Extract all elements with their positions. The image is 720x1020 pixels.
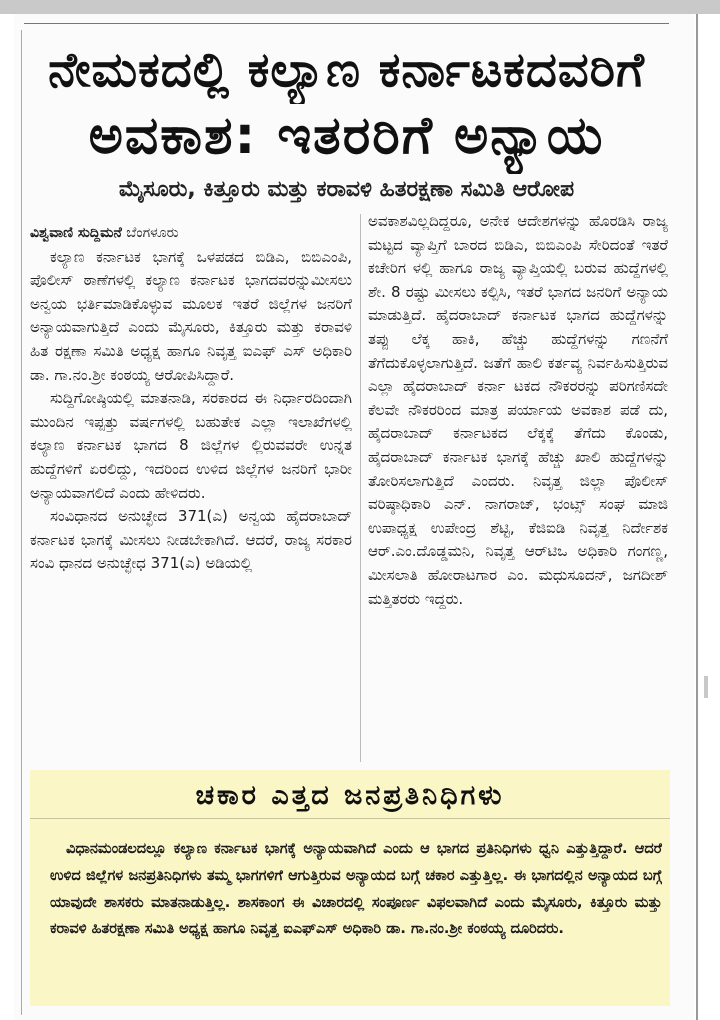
paragraph: ಸುದ್ದಿಗೋಷ್ಠಿಯಲ್ಲಿ ಮಾತನಾಡಿ, ಸರಕಾರದ ಈ ನಿರ್ಧಾರದಿಂದಾಗಿ ಮುಂದಿನ ಇಪ್ಪತ್ತು ವರ್ಷಗಳಲ್ಲಿ ಬಹುತೇಕ ಎಲ್ಲಾ ಇಲಾಖೆಗಳಲ್ಲಿ ಕಲ್ಯಾಣ ಕರ್ನಾಟಕ ಭಾಗದ 8 ಜಿಲ್ಲೆಗಳ ಲ್ಲಿರುವವರೇ ಉನ್ನತ ಹುದ್ದೆಗಳಿಗೆ ಏರಲಿದ್ದು, ಇದರಿಂದ ಉಳಿದ ಜಿಲ್ಲೆಗಳ ಜನರಿಗೆ ಭಾರೀ ಅನ್ಯಾಯವಾಗಲಿದೆ ಎಂದು ಹೇಳಿದರು. — [30, 389, 352, 502]
sidebar-box-title: ಚಕಾರ ಎತ್ತದ ಜನಪ್ರತಿನಿಧಿಗಳು — [195, 780, 505, 811]
byline-place: ಬೆಂಗಳೂರು — [126, 225, 179, 241]
headline-line-1: ನೇಮಕದಲ್ಲಿ ಕಲ್ಯಾಣ ಕರ್ನಾಟಕದವರಿಗೆ — [48, 46, 645, 98]
sidebar-box-rule — [30, 818, 670, 819]
top-grey-bar — [0, 0, 720, 14]
paragraph: ಅವಕಾಶವಿಲ್ಲದಿದ್ದರೂ, ಅನೇಕ ಆದೇಶಗಳನ್ನು ಹೊರಡಿಸಿ ರಾಜ್ಯ ಮಟ್ಟದ ವ್ಯಾಪ್ತಿಗೆ ಬಾರದ ಬಿಡಿಎ, ಬಿಬಿಎಂಪಿ ಸೇರಿದಂತೆ ಇತರೆ ಕಚೇರಿಗ ಳಲ್ಲಿ ಹಾಗೂ ರಾಜ್ಯ ವ್ಯಾಪ್ತಿಯಲ್ಲಿ ಬರುವ ಹುದ್ದೆಗಳಲ್ಲಿ ಶೇ. 8 ರಷ್ಟು ಮೀಸಲು ಕಲ್ಪಿಸಿ, ಇತರೆ ಭಾಗದ ಜನರಿಗೆ ಅನ್ಯಾಯ ಮಾಡುತ್ತಿದೆ. ಹೈದರಾಬಾದ್ ಕರ್ನಾಟಕ ಭಾಗದ ಹುದ್ದೆಗಳನ್ನು ತಪ್ಪು ಲೆಕ್ಕ ಹಾಕಿ, ಹೆಚ್ಚು ಹುದ್ದೆಗಳನ್ನು ಗಣನೆಗೆ ತೆಗೆದುಕೊಳ್ಳಲಾಗುತ್ತಿದೆ. ಜತೆಗೆ ಹಾಲಿ ಕರ್ತವ್ಯ ನಿರ್ವಹಿಸುತ್ತಿರುವ ಎಲ್ಲಾ ಹೈದರಾಬಾದ್ ಕರ್ನಾ ಟಕದ ನೌಕರರನ್ನು ಪರಿಗಣಿಸದೇ ಕೆಲವೇ ನೌಕರರಿಂದ ಮಾತ್ರ ಪರ್ಯಾಯ ಅವಕಾಶ ಪಡೆ ದು, ಹೈದರಾಬಾದ್ ಕರ್ನಾಟಕದ ಲೆಕ್ಕಕ್ಕೆ ತೆಗೆದು ಕೊಂಡು, ಹೈದರಾಬಾದ್ ಕರ್ನಾಟಕ ಭಾಗಕ್ಕೆ ಹೆಚ್ಚು ಖಾಲಿ ಹುದ್ದೆಗಳನ್ನು ತೋರಿಸಲಾಗುತ್ತಿದೆ ಎಂದರು. ನಿವೃತ್ತ ಜಿಲ್ಲಾ ಪೊಲೀಸ್ ವರಿಷ್ಠಾಧಿಕಾರಿ ಎನ್. ನಾಗರಾಜ್, ಭಂಟ್ಸ್ ಸಂಘ ಮಾಜಿ ಉಪಾಧ್ಯಕ್ಷ ಉಪೇಂದ್ರ ಶೆಟ್ಟಿ, ಕೆಜಿಐಡಿ ನಿವೃತ್ತ ನಿರ್ದೇಶಕ ಆರ್.ಎಂ.ದೊಡ್ಡಮನಿ, ನಿವೃತ್ತ ಆರ್‌ಟಿಒ ಅಧಿಕಾರಿ ಗಂಗಣ್ಣ, ಮೀಸಲಾತಿ ಹೋರಾಟಗಾರ ಎಂ. ಮಧುಸೂದನ್, ಜಗದೀಶ್ ಮತ್ತಿತರರು ಇದ್ದರು. — [368, 212, 668, 608]
paragraph: ಕಲ್ಯಾಣ ಕರ್ನಾಟಕ ಭಾಗಕ್ಕೆ ಒಳಪಡದ ಬಿಡಿಎ, ಬಿಬಿಎಂಪಿ, ಪೊಲೀಸ್ ಠಾಣೆಗಳಲ್ಲಿ ಕಲ್ಯಾಣ ಕರ್ನಾಟಕ ಭಾಗದವರನ್ನುಮೀಸಲು ಅನ್ವಯ ಭರ್ತಿಮಾಡಿಕೊಳ್ಳುವ ಮೂಲಕ ಇತರೆ ಜಿಲ್ಲೆಗಳ ಜನರಿಗೆ ಅನ್ಯಾಯವಾಗುತ್ತಿದೆ ಎಂದು ಮೈಸೂರು, ಕಿತ್ತೂರು ಮತ್ತು ಕರಾವಳಿ ಹಿತ ರಕ್ಷಣಾ ಸಮಿತಿ ಅಧ್ಯಕ್ಷ ಹಾಗೂ ನಿವೃತ್ತ ಐಎಫ್ ಎಸ್ ಅಧಿಕಾರಿ ಡಾ. ಗಾ.ನಂ.ಶ್ರೀ ಕಂಠಯ್ಯ ಆರೋಪಿಸಿದ್ದಾರೆ. — [30, 247, 352, 384]
headline-line-2: ಅವಕಾಶ: ಇತರರಿಗೆ ಅನ್ಯಾಯ — [88, 110, 605, 166]
left-margin-line — [21, 30, 22, 1015]
edge-mark — [704, 676, 708, 698]
top-rule — [24, 23, 669, 24]
right-margin-line — [696, 14, 698, 1020]
sidebar-box-text: ವಿಧಾನಮಂಡಲದಲ್ಲೂ ಕಲ್ಯಾಣ ಕರ್ನಾಟಕ ಭಾಗಕ್ಕೆ ಅನ್ಯಾಯವಾಗಿದೆ ಎಂದು ಆ ಭಾಗದ ಪ್ರತಿನಿಧಿಗಳು ಧ್ವನಿ ಎತ್ತುತ್ತಿದ್ದಾರೆ. ಆದರೆ ಉಳಿದ ಜಿಲ್ಲೆಗಳ ಜನಪ್ರತಿನಿಧಿಗಳು ತಮ್ಮ ಭಾಗಗಳಿಗೆ ಆಗುತ್ತಿರುವ ಅನ್ಯಾಯದ ಬಗ್ಗೆ ಚಕಾರ ಎತ್ತುತ್ತಿಲ್ಲ. ಈ ಭಾಗದಲ್ಲಿನ ಅನ್ಯಾಯದ ಬಗ್ಗೆ ಯಾವುದೇ ಶಾಸಕರು ಮಾತನಾಡುತ್ತಿಲ್ಲ. ಶಾಸಕಾಂಗ ಈ ವಿಚಾರದಲ್ಲಿ ಸಂಪೂರ್ಣ ವಿಫಲವಾಗಿದೆ ಎಂದು ಮೈಸೂರು, ಕಿತ್ತೂರು ಮತ್ತು ಕರಾವಳಿ ಹಿತರಕ್ಷಣಾ ಸಮಿತಿ ಅಧ್ಯಕ್ಷ ಹಾಗೂ ನಿವೃತ್ತ ಐಎಫ್‌ಎಸ್ ಅಧಿಕಾರಿ ಡಾ. ಗಾ.ನಂ.ಶ್ರೀ ಕಂಠಯ್ಯ ದೂರಿದರು. — [50, 841, 662, 938]
byline-source: ವಿಶ್ವವಾಣಿ ಸುದ್ದಿಮನೆ — [30, 225, 122, 241]
paragraph: ಸಂವಿಧಾನದ ಅನುಚ್ಛೇದ 371(ಎ) ಅನ್ವಯ ಹೈದರಾಬಾದ್ ಕರ್ನಾಟಕ ಭಾಗಕ್ಕೆ ಮೀಸಲು ನೀಡಬೇಕಾಗಿದೆ. ಆದರೆ, ರಾಜ್ಯ ಸರಕಾರ ಸಂವಿ ಧಾನದ ಅನುಚ್ಛೇಧ 371(ಎ) ಅಡಿಯಲ್ಲಿ — [30, 507, 352, 573]
column-divider — [360, 214, 361, 762]
subheadline: ಮೈಸೂರು, ಕಿತ್ತೂರು ಮತ್ತು ಕರಾವಳಿ ಹಿತರಕ್ಷಣಾ ಸಮಿತಿ ಆರೋಪ — [118, 177, 575, 202]
byline — [30, 222, 352, 246]
article-column-right — [368, 210, 668, 762]
article-column-left — [30, 222, 352, 762]
